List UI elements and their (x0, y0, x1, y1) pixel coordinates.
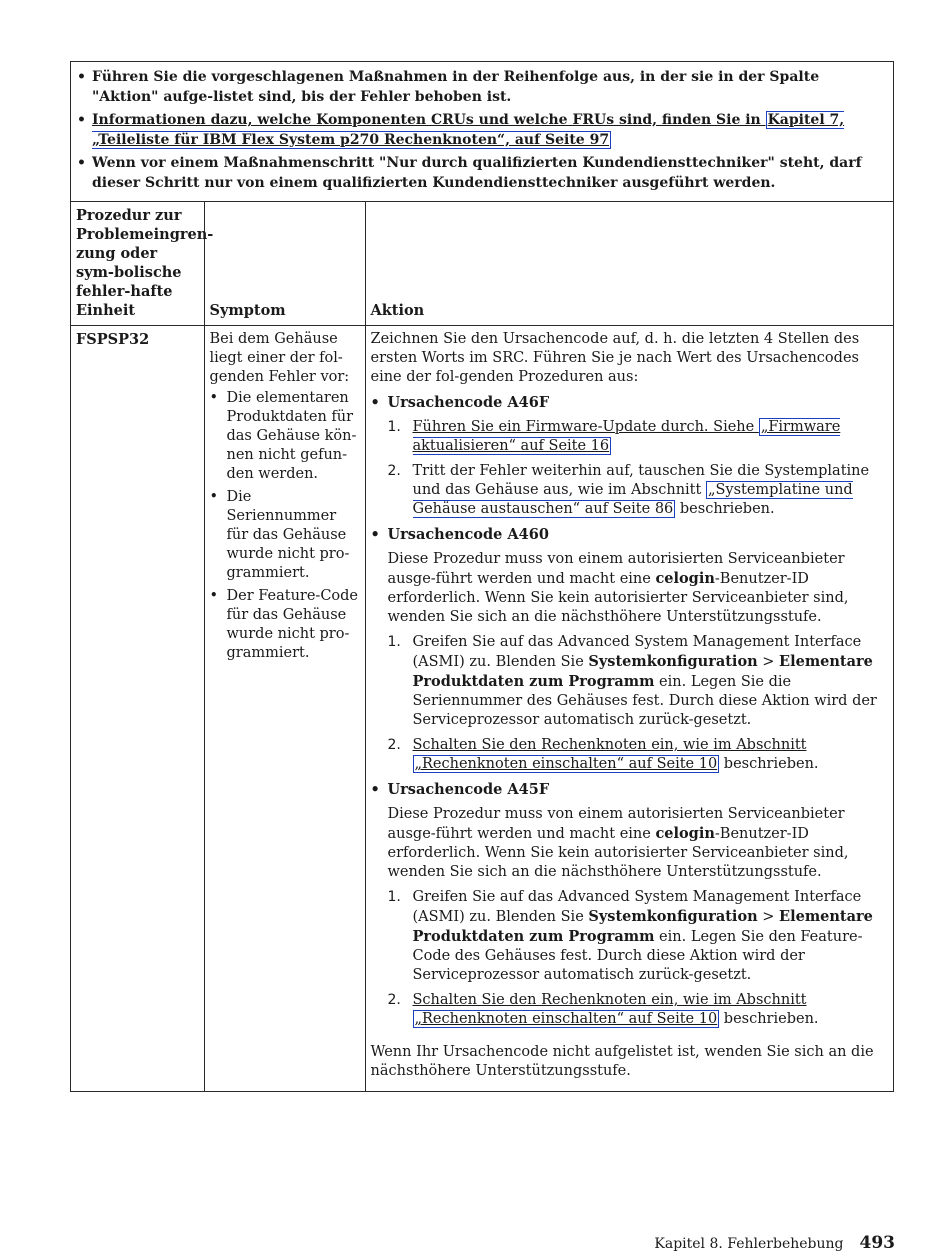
step-item (371, 991, 888, 1029)
step-text: beschrieben. (719, 756, 819, 772)
symptom-intro: Bei dem Gehäuse liegt einer der fol-genden Fehler vor: (209, 331, 350, 385)
table-row (71, 326, 893, 1092)
note-text: Wenn vor einem Maßnahmenschritt "Nur durch qualifizierten Kundendiensttechniker" steht, darf dieser Schritt nur von einem qualifizierten Kundendiensttechniker ausgeführt werden. (92, 155, 862, 191)
action-outro: Wenn Ihr Ursachencode nicht aufgelistet ist, wenden Sie sich an die nächsthöhere Unterstützungsstufe. (370, 1044, 874, 1079)
note-item (77, 154, 885, 193)
note-item (77, 111, 885, 150)
step-text: Greifen Sie auf das Advanced System Management Interface (ASMI) zu. Blenden Sie (412, 889, 862, 925)
page-footer (654, 1233, 895, 1253)
symptom-text: Die Seriennummer für das Gehäuse wurde nicht pro-grammiert. (226, 489, 350, 581)
bullet: • (209, 489, 219, 505)
menu-path: Systemkonfiguration (588, 653, 758, 670)
step-text: Tritt der Fehler weiterhin auf, tauschen Sie die Systemplatine und das Gehäuse aus, wie im Abschnitt (412, 463, 870, 498)
step-text: beschrieben. (719, 1011, 819, 1027)
symptom-text: Der Feature-Code für das Gehäuse wurde nicht pro-grammiert. (226, 588, 359, 661)
bullet: • (370, 526, 380, 543)
menu-path: Elementare Produktdaten zum Programm (412, 908, 873, 945)
reason-code-title: Ursachencode A45F (387, 781, 550, 798)
note-text: Informationen dazu, welche Komponenten CRUs und welche FRUs sind, finden Sie in (92, 112, 766, 128)
note-text: Führen Sie die vorgeschlagenen Maßnahmen in der Reihenfolge aus, in der sie in der Spalte "Aktion" aufge-listet sind, bis der Fehler behoben ist. (92, 69, 820, 105)
step-number: 1. (387, 889, 401, 905)
step-text: ein. Legen Sie die Seriennummer des Gehäuses fest. Durch diese Aktion wird der Serviceprozessor automatisch zurück-gesetzt. (412, 674, 877, 728)
step-text: beschrieben. (675, 501, 775, 517)
menu-separator: > (757, 654, 780, 670)
step-item (371, 633, 888, 730)
procedure-description (371, 550, 888, 627)
step-item (371, 462, 888, 519)
description-text: Diese Prozedur muss von einem autorisierten Serviceanbieter ausge-führt werden und macht eine (387, 806, 845, 842)
celogin-term: celogin (655, 825, 715, 842)
menu-path: Systemkonfiguration (588, 908, 758, 925)
step-number: 2. (387, 463, 401, 479)
firmware-update-link[interactable]: „Firmware aktualisieren“ auf Seite 16 (412, 419, 841, 454)
instructions-notes (71, 62, 893, 202)
header-symptom: Symptom (204, 202, 365, 326)
symptom-cell (204, 326, 365, 1092)
step-item (371, 888, 888, 985)
bullet: • (77, 69, 86, 85)
reason-code-a460 (371, 525, 888, 544)
troubleshooting-table-frame (70, 61, 894, 1092)
parts-list-link[interactable]: Kapitel 7, „Teileliste für IBM Flex System p270 Rechenknoten“, auf Seite 97 (92, 112, 845, 148)
header-procedure: Prozedur zur Problemeingren-zung oder sym-bolische fehler-hafte Einheit (71, 202, 204, 326)
step-text: Führen Sie ein Firmware-Update durch. Siehe (412, 419, 759, 435)
menu-separator: > (757, 909, 780, 925)
procedure-code: FSPSP32 (76, 331, 150, 348)
list-item (210, 488, 360, 583)
replace-systemboard-link[interactable]: „Systemplatine und Gehäuse austauschen“ auf Seite 86 (412, 482, 853, 517)
chapter-title: Kapitel 8. Fehlerbehebung (654, 1236, 844, 1252)
action-intro: Zeichnen Sie den Ursachencode auf, d. h. die letzten 4 Stellen des ersten Worts im SRC. Führen Sie je nach Wert des Ursachencodes eine der fol-genden Prozeduren aus: (370, 331, 860, 385)
step-number: 1. (387, 419, 401, 435)
step-item (371, 736, 888, 774)
reason-code-a45f (371, 780, 888, 799)
reason-code-title: Ursachencode A46F (387, 394, 550, 411)
bullet: • (370, 394, 380, 411)
reason-code-title: Ursachencode A460 (387, 526, 549, 543)
description-text: -Benutzer-ID erforderlich. Wenn Sie kein autorisierter Serviceanbieter sind, wenden Sie sich an die nächsthöhere Unterstützungsstufe. (387, 826, 849, 880)
menu-path: Elementare Produktdaten zum Programm (412, 653, 873, 690)
header-action: Aktion (365, 202, 893, 326)
description-text: -Benutzer-ID erforderlich. Wenn Sie kein autorisierter Serviceanbieter sind, wenden Sie sich an die nächsthöhere Unterstützungsstufe. (387, 571, 849, 625)
step-number: 2. (387, 992, 401, 1008)
celogin-term: celogin (655, 570, 715, 587)
step-text: ein. Legen Sie den Feature-Code des Gehäuses fest. Durch diese Aktion wird der Serviceprozessor automatisch zurück-gesetzt. (412, 929, 863, 983)
symptom-text: Die elementaren Produktdaten für das Gehäuse kön-nen nicht gefun-den werden. (226, 390, 357, 482)
reason-code-a46f (371, 393, 888, 412)
bullet: • (209, 390, 219, 406)
symptom-list (210, 389, 360, 663)
power-on-link[interactable]: „Rechenknoten einschalten“ auf Seite 10 (414, 756, 718, 772)
step-number: 1. (387, 634, 401, 650)
step-text: Greifen Sie auf das Advanced System Management Interface (ASMI) zu. Blenden Sie (412, 634, 862, 670)
step-number: 2. (387, 737, 401, 753)
page-number: 493 (859, 1233, 895, 1253)
step-text: Schalten Sie den Rechenknoten ein, wie im Abschnitt (412, 737, 807, 753)
procedure-description (371, 805, 888, 882)
bullet: • (209, 588, 219, 604)
list-item (210, 389, 360, 484)
bullet: • (77, 112, 86, 128)
bullet: • (370, 781, 380, 798)
step-item (371, 418, 888, 456)
list-item (210, 587, 360, 663)
bullet: • (77, 155, 86, 171)
description-text: Diese Prozedur muss von einem autorisierten Serviceanbieter ausge-führt werden und macht eine (387, 551, 845, 587)
note-item (77, 68, 885, 107)
step-text: Schalten Sie den Rechenknoten ein, wie im Abschnitt (412, 992, 807, 1008)
action-cell (365, 326, 893, 1092)
power-on-link[interactable]: „Rechenknoten einschalten“ auf Seite 10 (414, 1011, 718, 1027)
procedure-table (71, 202, 893, 1091)
